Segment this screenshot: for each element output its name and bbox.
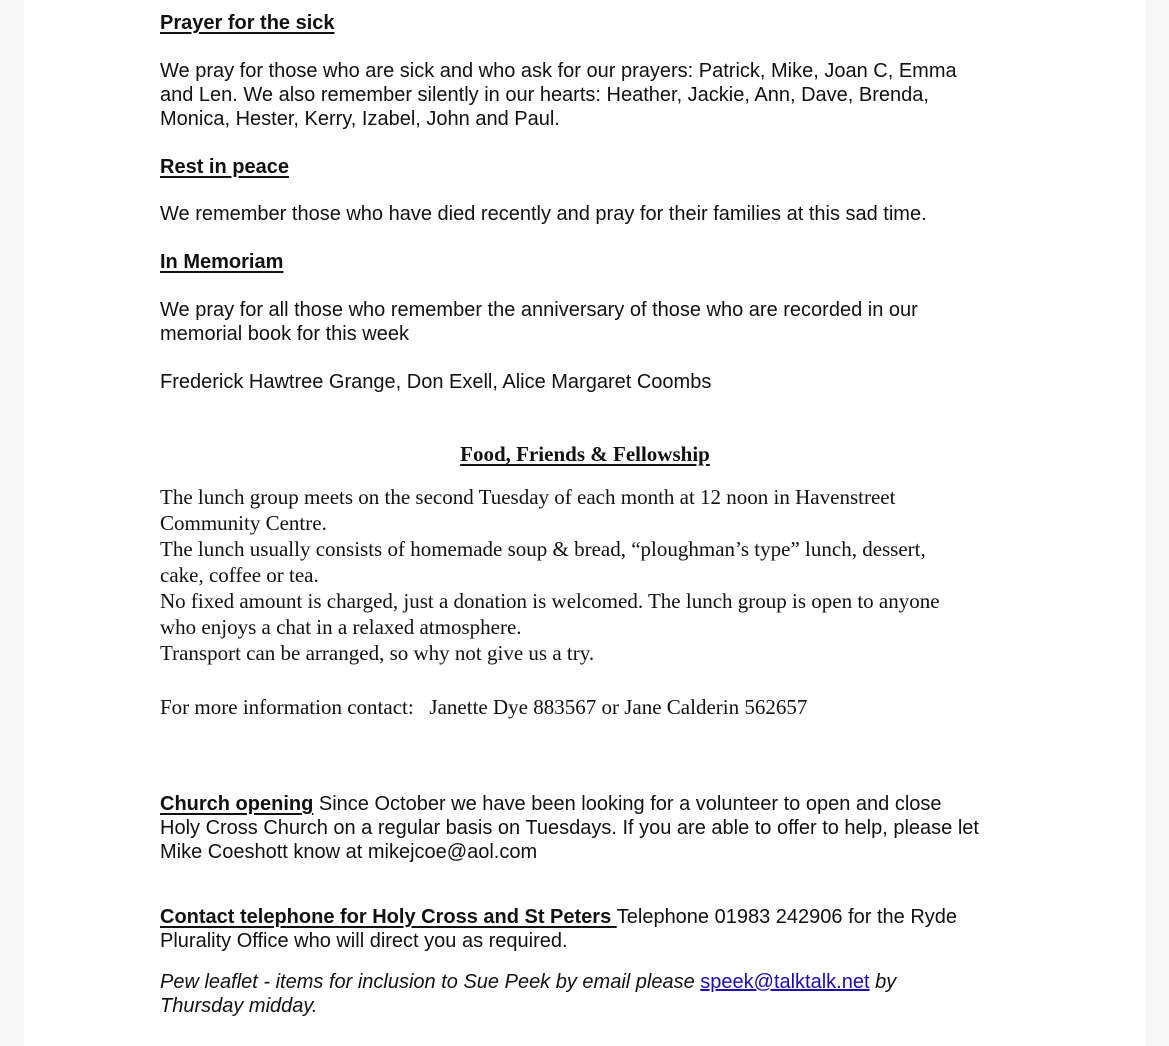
text-line: Transport can be arranged, so why not give us a try. — [160, 641, 595, 665]
memoriam-names: Frederick Hawtree Grange, Don Exell, Alice Margaret Coombs — [160, 371, 712, 393]
church-opening-paragraph — [160, 792, 1040, 864]
text-line: We pray for all those who remember the anniversary of those who are recorded in our — [160, 299, 918, 321]
text-span: by — [869, 971, 897, 993]
food-friends-contact: For more information contact: Janette Dye 883567 or Jane Calderin 562657 — [160, 695, 808, 719]
rest-in-peace-text: We remember those who have died recently and pray for their families at this sad time. — [160, 203, 927, 225]
text-line: memorial book for this week — [160, 323, 409, 345]
text-line: The lunch usually consists of homemade soup & bread, “ploughman’s type” lunch, dessert, — [160, 537, 926, 561]
in-memoriam-paragraph — [160, 298, 1030, 346]
pew-leaflet-paragraph — [160, 970, 1040, 1018]
text-line: and Len. We also remember silently in our hearts: Heather, Jackie, Ann, Dave, Brenda, — [160, 84, 929, 106]
text-span: Telephone 01983 242906 for the Ryde — [616, 906, 958, 928]
text-line — [160, 905, 1040, 929]
text-line: We pray for those who are sick and who ask for our prayers: Patrick, Mike, Joan C, Emma — [160, 60, 957, 82]
contact-telephone-paragraph — [160, 905, 1040, 953]
text-line: cake, coffee or tea. — [160, 563, 319, 587]
text-line — [160, 792, 1040, 816]
text-line: Community Centre. — [160, 511, 327, 535]
heading-food-friends-fellowship: Food, Friends & Fellowship — [460, 442, 710, 466]
text-line: who enjoys a chat in a relaxed atmosphere. — [160, 615, 522, 639]
text-line: Mike Coeshott know at mikejcoe@aol.com — [160, 841, 538, 863]
heading-prayer-for-the-sick: Prayer for the sick — [160, 12, 335, 34]
text-line: Thursday midday. — [160, 995, 318, 1017]
heading-in-memoriam: In Memoriam — [160, 251, 284, 273]
text-span: Pew leaflet - items for inclusion to Sue Peek by email please — [160, 971, 701, 993]
document-page — [24, 0, 1146, 1046]
text-line: No fixed amount is charged, just a donation is welcomed. The lunch group is open to anyone — [160, 589, 940, 613]
food-friends-paragraph — [160, 484, 1040, 666]
text-line: Plurality Office who will direct you as required. — [160, 930, 568, 952]
email-link[interactable]: speek@talktalk.net — [700, 971, 870, 993]
heading-rest-in-peace: Rest in peace — [160, 156, 289, 178]
heading-contact-telephone: Contact telephone for Holy Cross and St Peters — [160, 906, 617, 928]
text-line: The lunch group meets on the second Tuesday of each month at 12 noon in Havenstreet — [160, 485, 896, 509]
text-line: Monica, Hester, Kerry, Izabel, John and Paul. — [160, 108, 560, 130]
text-span: Since October we have been looking for a volunteer to open and close — [313, 793, 942, 815]
text-line: Holy Cross Church on a regular basis on Tuesdays. If you are able to offer to help, please let — [160, 817, 979, 839]
prayer-sick-paragraph — [160, 59, 1030, 131]
text-line — [160, 970, 1040, 994]
heading-church-opening: Church opening — [160, 793, 314, 815]
